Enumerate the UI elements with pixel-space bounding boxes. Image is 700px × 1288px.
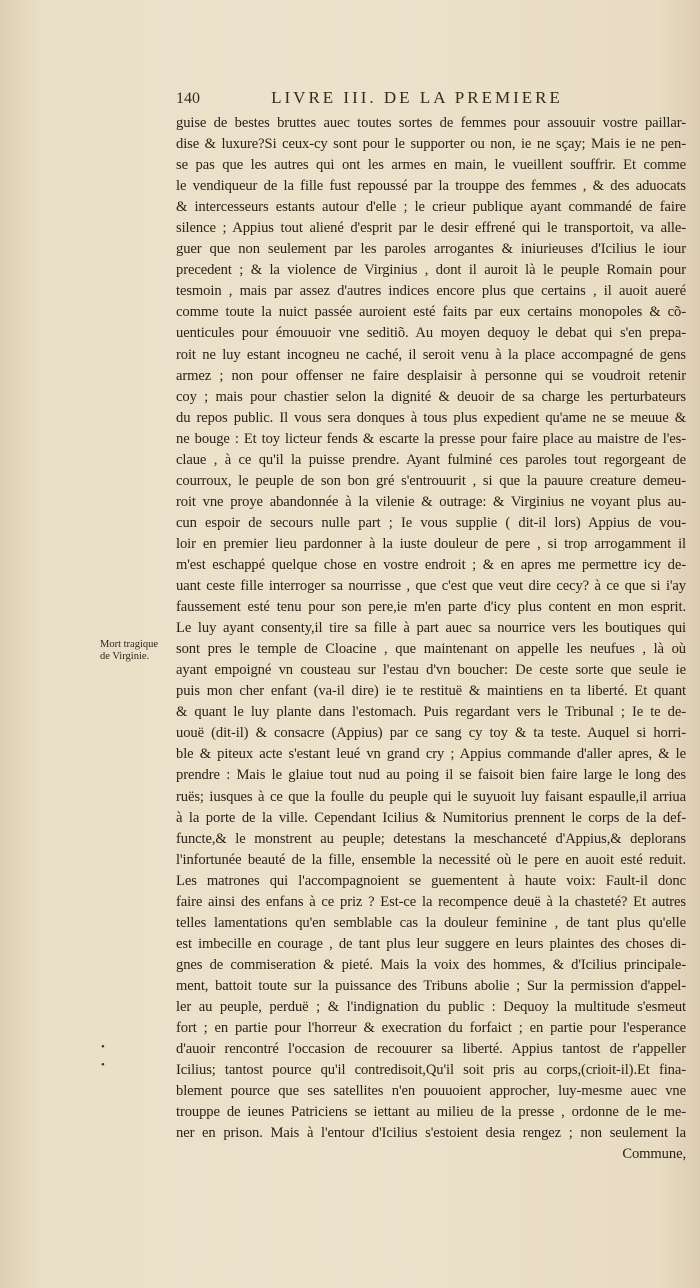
text-line: l'infortunée beauté de la fille, ensemble la necessité où le pere en auoit esté reduit. [176,851,686,868]
text-line: m'est eschappé quelque chose en vostre endroit ; & en apres me permettre icy de- [176,556,686,573]
text-line: le vendiqueur de la fille fust repoussé par la trouppe des femmes , & des aduocats [176,178,686,195]
text-line: guise de bestes bruttes auec toutes sortes de femmes pour assouuir vostre paillar- [176,115,686,131]
running-title: LIVRE III. DE LA PREMIERE [271,88,563,107]
text-line: sont pres le temple de Cloacine , que maintenant on appelle les neufues , là où [176,641,686,658]
text-line: trouppe de ieunes Patriciens se iettant au milieu de la presse , ordonne de le me- [176,1104,686,1121]
margin-marker: • [101,1041,105,1053]
text-line: gnes de commiseration & pieté. Mais la voix des hommes, & d'Icilius principale- [176,956,686,973]
text-line: roit ne luy estant incogneu ne caché, il seroit venu à la place accompagné de gens [176,346,686,363]
text-line: à la porte de la ville. Cependant Icilius & Numitorius prennent le corps de la def- [176,809,686,826]
text-line: Les matrones qui l'accompagnoient se guementent à haute voix: Fault-il donc [176,872,686,889]
page-header [176,88,616,108]
text-line: precedent ; & la violence de Virginius , dont il auroit là le peuple Romain pour [176,262,686,279]
text-line: ayant empoigné vn cousteau sur l'estau d'vn boucher: De ceste sorte que seule ie [176,662,686,679]
text-line: & intercesseurs estants autour d'elle ; le crieur publique ayant commandé de faire [176,199,686,216]
text-line: fort ; en partie pour l'horreur & execration du forfaict ; en partie pour l'esperance [176,1020,686,1037]
text-line: silence ; Appius tout aliené d'esprit par le desir effrené qui le transportoit, va alle- [176,220,686,237]
text-line: Le luy ayant consenty,il tire sa fille à part auec sa nourrice vers les boutiques qui [176,620,686,637]
text-line: comme toute la nuict passée auroient esté faits par eux certains monopoles & cõ- [176,304,686,321]
text-line: blement pource que ses satellites n'en pouuoient approcher, luy-mesme auec vne [176,1083,686,1100]
page-number: 140 [176,90,200,107]
text-line: prendre : Mais le glaiue tout nud au poing il se faisoit bien faire large le long des [176,767,686,784]
text-line: cun espoir de secours nulle part ; Ie vous supplie ( dit-il lors) Appius de vou- [176,514,686,531]
text-line: uant ceste fille interroger sa nourrisse , que c'est que veut dire cecy? à ce que si i'ay [176,578,686,595]
text-line: ne bouge : Et toy licteur fends & escarte la presse pour faire place au maistre de l'es- [176,430,686,447]
text-line: roit vne proye abandonnée à la vilenie & outrage: & Virginius ne voyant plus au- [176,493,686,510]
text-line: courroux, le peuple de son bon gré s'entrouurit , si que la pauure creature demeu- [176,472,686,489]
text-line: d'auoir rencontré l'occasion de recouurer sa liberté. Appius tantost de r'appeller [176,1041,686,1058]
text-line: claue , à ce qu'il la puisse prendre. Ayant fulminé ces paroles tout regorgeant de [176,451,686,468]
text-line: uenticules pour émouuoir vne seditiõ. Au moyen dequoy le debat qui s'en prepa- [176,325,686,342]
text-line: puis mon cher enfant (va-il dire) ie te restituë & maintiens en ta liberté. Et quant [176,683,686,700]
text-line: ble & piteux acte s'estant leué vn grand cry ; Appius commande d'aller apres, & le [176,746,686,763]
text-line: Icilius; tantost pource qu'il contredisoit,Qu'il soit pris au corps,(crioit-il).Et fina- [176,1062,686,1079]
text-line: ment, battoit toute sur la puissance des Tribuns abolie ; Sur la permission d'appel- [176,977,686,994]
text-line: ruës; iusques à ce que la foulle du peuple qui le suyuoit luy faisant espaulle,il arriua [176,788,686,805]
text-line: faussement esté tenu pour son pere,ie m'en parte d'icy plus content en mon esprit. [176,599,686,616]
text-line: dise & luxure?Si ceux-cy sont pour le supporter ou non, ie ne sçay; Mais ie ne pen- [176,136,686,153]
margin-note-line: de Virginie. [100,651,150,662]
body-text [176,113,686,1165]
text-line: uouë (dit-il) & consacre (Appius) par ce sang cy toy & ta teste. Auquel si horri- [176,725,686,742]
text-line: Commune, [622,1146,686,1163]
text-line: & quant le luy plante dans l'estomach. Puis regardant vers le Tribunal ; Ie te de- [176,704,686,721]
text-line: ler au peuple, perduë ; & l'indignation du public : Dequoy la multitude s'esmeut [176,998,686,1015]
text-line: tesmoin , mais par assez d'autres indices encore plus que certains , il auoit aueré [176,283,686,300]
margin-marker: • [101,1059,105,1071]
margin-note-line: Mort tragique [100,639,159,650]
text-line: functe,& le monstrent au peuple; detestans la meschanceté d'Appius,& deplorans [176,830,686,847]
text-line: ner en prison. Mais à l'entour d'Icilius s'estoient desia rengez ; non seulement la [176,1125,686,1142]
text-line: faire ainsi des enfans à ce priz ? Est-ce la recompence deuë à la chasteté? Et autres [176,893,686,910]
text-line: guer que non seulement par les paroles arrogantes & iniurieuses d'Icilius le iour [176,241,686,258]
text-line: du repos public. Il vous sera donques à tous plus expedient qu'ame ne se meuue & [176,409,686,426]
text-line: se pas que les autres qui ont les armes en main, le vueillent souffrir. Et comme [176,157,686,174]
text-line: coy ; mais pour chastier selon la dignité & deuoir de sa charge les perturbateurs [176,388,686,405]
text-line: armez ; non pour offenser ne faire desplaisir à personne qui se voudroit retenir [176,367,686,384]
text-line: loir en premier lieu pardonner à la iuste douleur de pere , si trop arrogamment il [176,535,686,552]
margin-note [100,639,178,663]
text-line: telles lamentations qu'en semblable cas la douleur feminine , de tant plus qu'elle [176,914,686,931]
text-line: est imbecille en courage , de tant plus leur suggere en leurs plaintes des choses di- [176,935,686,952]
